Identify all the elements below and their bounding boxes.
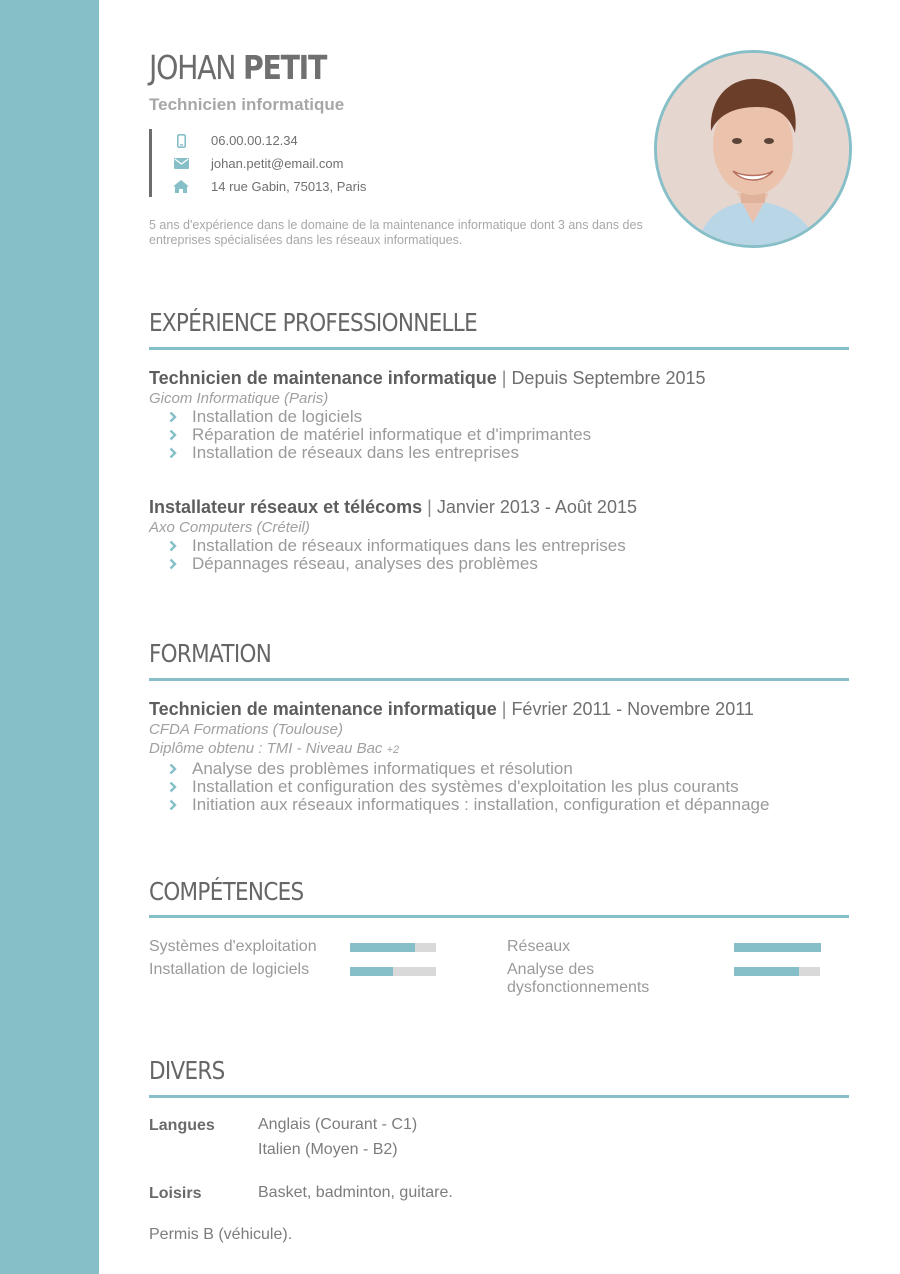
course-list bbox=[149, 760, 849, 814]
list-item: Réparation de matériel informatique et d'imprimantes bbox=[169, 426, 849, 444]
company-name: Gicom Informatique (Paris) bbox=[149, 390, 329, 407]
experience-entry bbox=[149, 497, 849, 573]
degree-heading: Technicien de maintenance informatique | Février 2011 - Novembre 2011 bbox=[149, 699, 754, 719]
chevron-right-icon bbox=[169, 411, 192, 423]
skill-label: Systèmes d'exploitation bbox=[149, 938, 317, 955]
task-list bbox=[149, 537, 849, 573]
hobbies-value: Basket, badminton, guitare. bbox=[258, 1184, 453, 1201]
chevron-right-icon bbox=[169, 540, 192, 552]
envelope-icon bbox=[169, 158, 193, 169]
last-name: PETIT bbox=[242, 48, 327, 87]
skill-label: Installation de logiciels bbox=[149, 961, 310, 978]
list-item: Analyse des problèmes informatiques et résolution bbox=[169, 760, 849, 778]
skill-level-bar bbox=[734, 967, 820, 976]
email-address: johan.petit@email.com bbox=[211, 156, 344, 171]
chevron-right-icon bbox=[169, 799, 192, 811]
postal-address: 14 rue Gabin, 75013, Paris bbox=[211, 179, 367, 194]
contact-email bbox=[169, 152, 366, 175]
chevron-right-icon bbox=[169, 558, 192, 570]
language-item: Anglais (Courant - C1) bbox=[258, 1116, 418, 1133]
formation-entry bbox=[149, 699, 849, 814]
hobbies-label: Loisirs bbox=[149, 1185, 202, 1202]
experience-entry bbox=[149, 368, 849, 462]
list-item: Dépannages réseau, analyses des problèmes bbox=[169, 555, 849, 573]
chevron-right-icon bbox=[169, 763, 192, 775]
chevron-right-icon bbox=[169, 447, 192, 459]
language-item: Italien (Moyen - B2) bbox=[258, 1141, 398, 1158]
formation-divider bbox=[149, 678, 849, 681]
job-heading: Installateur réseaux et télécoms | Janvier 2013 - Août 2015 bbox=[149, 497, 637, 517]
list-item: Installation et configuration des systèmes d'exploitation les plus courants bbox=[169, 778, 849, 796]
experience-section-title: EXPÉRIENCE PROFESSIONNELLE bbox=[149, 308, 477, 337]
list-item: Installation de logiciels bbox=[169, 408, 849, 426]
experience-divider bbox=[149, 347, 849, 350]
skills-section-title: COMPÉTENCES bbox=[149, 877, 304, 906]
skill-level-fill bbox=[350, 943, 415, 952]
company-name: Axo Computers (Créteil) bbox=[149, 519, 310, 536]
task-list bbox=[149, 408, 849, 462]
job-heading: Technicien de maintenance informatique | Depuis Septembre 2015 bbox=[149, 368, 706, 388]
driving-licence: Permis B (véhicule). bbox=[149, 1226, 293, 1243]
list-item: Installation de réseaux informatiques dans les entreprises bbox=[169, 537, 849, 555]
first-name: JOHAN bbox=[149, 48, 236, 87]
phone-number: 06.00.00.12.34 bbox=[211, 133, 298, 148]
contact-block bbox=[149, 129, 366, 197]
skill-level-fill bbox=[350, 967, 393, 976]
skills-divider bbox=[149, 915, 849, 918]
contact-phone bbox=[169, 129, 366, 152]
job-title: Technicien informatique bbox=[149, 95, 345, 114]
skill-level-fill bbox=[734, 943, 821, 952]
formation-section-title: FORMATION bbox=[149, 639, 272, 668]
skill-level-bar bbox=[350, 943, 436, 952]
divers-section-title: DIVERS bbox=[149, 1056, 225, 1085]
school-name: CFDA Formations (Toulouse) bbox=[149, 721, 343, 738]
profile-photo bbox=[654, 50, 852, 248]
sidebar-accent-band bbox=[0, 0, 99, 1274]
divers-divider bbox=[149, 1095, 849, 1098]
phone-icon bbox=[169, 134, 193, 148]
chevron-right-icon bbox=[169, 781, 192, 793]
home-icon bbox=[169, 180, 193, 193]
list-item: Initiation aux réseaux informatiques : installation, configuration et dépannage bbox=[169, 796, 849, 814]
chevron-right-icon bbox=[169, 429, 192, 441]
diploma-obtained: Diplôme obtenu : TMI - Niveau Bac +2 bbox=[149, 740, 400, 757]
list-item: Installation de réseaux dans les entreprises bbox=[169, 444, 849, 462]
skill-level-bar bbox=[350, 967, 436, 976]
profile-summary: 5 ans d'expérience dans le domaine de la maintenance informatique dont 3 ans dans des entreprises spécialisées dans les réseaux informatiques. bbox=[149, 218, 643, 247]
candidate-name bbox=[149, 48, 326, 87]
skill-label: Réseaux bbox=[507, 938, 571, 955]
skill-level-fill bbox=[734, 967, 799, 976]
languages-label: Langues bbox=[149, 1117, 215, 1134]
skill-label: Analyse des dysfonctionnements bbox=[507, 961, 650, 996]
contact-address bbox=[169, 175, 366, 198]
skill-level-bar bbox=[734, 943, 821, 952]
